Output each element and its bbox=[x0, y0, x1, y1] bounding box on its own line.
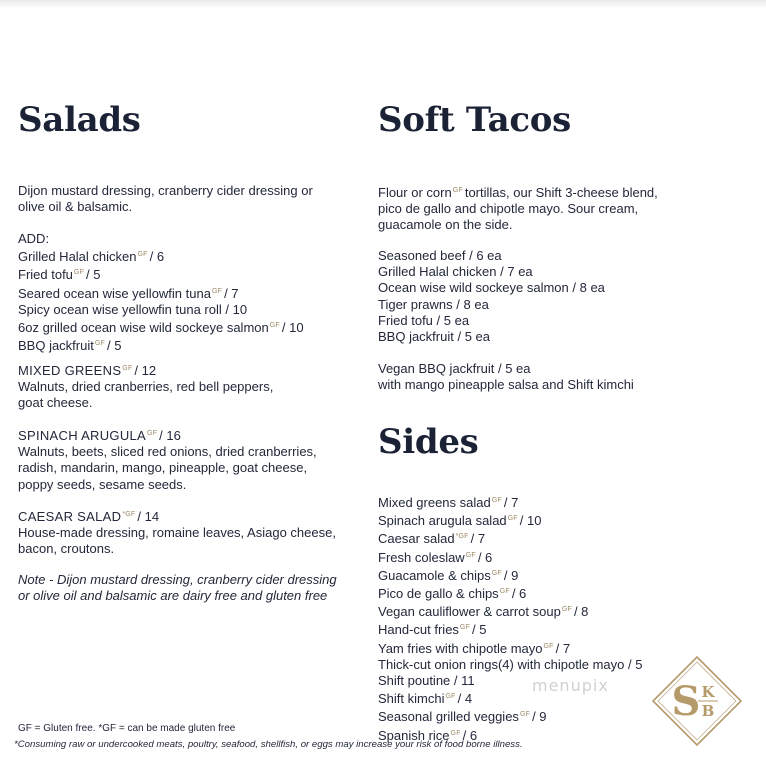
item-description: House-made dressing, romaine leaves, Asiago cheese, bbox=[18, 525, 336, 541]
gf-badge: GF bbox=[269, 322, 280, 330]
gf-badge: GF bbox=[459, 624, 471, 632]
gf-badge: GF bbox=[519, 711, 531, 719]
intro-text: tortillas, our Shift 3-cheese blend, bbox=[464, 185, 658, 200]
taco-item bbox=[378, 297, 748, 313]
salads-intro-line: Dijon mustard dressing, cranberry cider dressing or bbox=[18, 183, 313, 198]
item-price: / 10 bbox=[225, 301, 248, 317]
tacos-list bbox=[378, 248, 748, 345]
side-item bbox=[378, 566, 748, 584]
gf-badge: GF bbox=[450, 729, 461, 737]
item-description: radish, mandarin, mango, pineapple, goat cheese, bbox=[18, 460, 308, 476]
note-line: or olive oil and balsamic are dairy free and gluten free bbox=[18, 588, 328, 604]
item-name: Shift poutine bbox=[378, 673, 451, 689]
item-name: Fried tofu bbox=[378, 312, 433, 328]
spinach-arugula-item bbox=[18, 426, 363, 493]
add-item bbox=[18, 284, 363, 302]
item-price: / 5 bbox=[86, 267, 101, 283]
gf-badge: GF bbox=[543, 642, 554, 650]
item-price: / 6 ea bbox=[469, 248, 502, 263]
side-item bbox=[378, 511, 748, 529]
item-price: / 5 ea bbox=[497, 361, 531, 376]
item-price: / 10 bbox=[281, 320, 304, 336]
tacos-intro-line: guacamole on the side. bbox=[378, 217, 513, 233]
salads-note bbox=[18, 572, 363, 604]
food-safety-warning: *Consuming raw or undercooked meats, poultry, seafood, shellfish, or eggs may increase your risk of food borne illness. bbox=[14, 739, 523, 750]
item-description: Walnuts, beets, sliced red onions, dried cranberries, bbox=[18, 444, 317, 460]
item-price: / 6 bbox=[462, 727, 478, 743]
item-price: / 5 ea bbox=[457, 329, 491, 345]
item-name: 6oz grilled ocean wise wild sockeye salmon bbox=[18, 320, 269, 336]
gf-badge: GF bbox=[561, 606, 572, 614]
caesar-salad-item bbox=[18, 507, 363, 558]
item-name: Seared ocean wise yellowfin tuna bbox=[18, 285, 211, 301]
item-price: / 5 bbox=[472, 622, 487, 638]
logo-letter-k: K bbox=[701, 683, 715, 701]
item-name: Spanish rice bbox=[378, 727, 450, 743]
item-name: Fresh coleslaw bbox=[378, 549, 465, 565]
item-price: / 6 bbox=[149, 249, 165, 265]
add-item bbox=[18, 318, 363, 336]
item-price: / 16 bbox=[159, 428, 181, 443]
item-price: / 6 bbox=[511, 586, 527, 602]
salads-intro-line: olive oil & balsamic. bbox=[18, 199, 133, 215]
gf-badge: GF bbox=[491, 569, 502, 577]
item-name: Fried tofu bbox=[18, 267, 73, 283]
item-price: / 4 bbox=[457, 691, 473, 707]
taco-item bbox=[378, 264, 748, 280]
side-item bbox=[378, 584, 748, 602]
item-name: Shift kimchi bbox=[378, 691, 445, 707]
mixed-greens-item bbox=[18, 361, 363, 412]
note-line: Note - Dijon mustard dressing, cranberry cider dressing bbox=[18, 572, 337, 587]
side-item bbox=[378, 602, 748, 620]
item-name: Guacamole & chips bbox=[378, 567, 491, 583]
gf-badge: GF bbox=[465, 551, 476, 559]
logo-letter-b: B bbox=[701, 702, 715, 720]
gf-badge: GF bbox=[507, 515, 518, 523]
gf-badge: GF bbox=[445, 693, 456, 701]
menu-item-header bbox=[378, 361, 748, 377]
item-name: Spicy ocean wise yellowfin tuna roll bbox=[18, 301, 222, 317]
gf-badge: GF bbox=[452, 187, 463, 194]
add-label: ADD: bbox=[18, 231, 50, 246]
add-item bbox=[18, 336, 363, 354]
tacos-intro bbox=[378, 183, 748, 234]
item-description: poppy seeds, sesame seeds. bbox=[18, 476, 187, 492]
taco-item bbox=[378, 280, 748, 296]
gf-badge: *GF bbox=[122, 511, 136, 518]
side-item bbox=[378, 548, 748, 566]
item-name: Pico de gallo & chips bbox=[378, 586, 499, 602]
skb-logo bbox=[651, 655, 743, 747]
item-price: / 5 ea bbox=[436, 312, 470, 328]
tacos-intro-line: pico de gallo and chipotle mayo. Sour cream, bbox=[378, 201, 639, 217]
item-description: goat cheese. bbox=[18, 395, 93, 411]
item-name: Spinach arugula salad bbox=[378, 513, 507, 529]
side-item bbox=[378, 529, 748, 547]
gf-badge: *GF bbox=[455, 533, 469, 541]
gf-badge: GF bbox=[491, 497, 502, 504]
item-name: Hand-cut fries bbox=[378, 622, 459, 638]
gf-badge: GF bbox=[211, 287, 223, 295]
tacos-intro-line bbox=[378, 183, 748, 201]
menupix-watermark: menupix bbox=[532, 676, 609, 695]
sides-heading: Sides bbox=[378, 422, 479, 462]
item-price: / 14 bbox=[137, 509, 160, 524]
salads-intro bbox=[18, 183, 363, 215]
item-name: SPINACH ARUGULA bbox=[18, 428, 147, 443]
item-price: / 7 ea bbox=[500, 264, 533, 280]
item-price: / 7 bbox=[470, 531, 486, 547]
vegan-taco-item bbox=[378, 361, 748, 393]
taco-item bbox=[378, 329, 748, 345]
item-name: CAESAR SALAD bbox=[18, 509, 122, 524]
salads-add-list bbox=[18, 231, 363, 354]
gf-badge: GF bbox=[122, 365, 133, 372]
soft-tacos-heading: Soft Tacos bbox=[378, 100, 571, 140]
item-name: Ocean wise wild sockeye salmon bbox=[378, 280, 569, 296]
item-price: / 9 bbox=[503, 567, 519, 583]
item-price: / 6 bbox=[477, 549, 493, 565]
item-description: Walnuts, dried cranberries, red bell peppers, bbox=[18, 379, 274, 395]
gf-legend: GF = Gluten free. *GF = can be made gluten free bbox=[18, 723, 236, 734]
item-name: Yam fries with chipotle mayo bbox=[378, 640, 543, 656]
item-name: Seasonal grilled veggies bbox=[378, 709, 519, 725]
item-price: / 11 bbox=[453, 673, 475, 689]
add-item bbox=[18, 247, 363, 265]
item-price: / 7 bbox=[503, 495, 519, 510]
gf-badge: GF bbox=[147, 430, 158, 437]
gf-badge: GF bbox=[499, 588, 510, 596]
item-name: Vegan cauliflower & carrot soup bbox=[378, 604, 561, 620]
item-price: / 5 bbox=[106, 338, 122, 354]
menu-item-header bbox=[18, 507, 363, 525]
item-price: / 7 bbox=[224, 285, 239, 301]
taco-item bbox=[378, 313, 748, 329]
gf-badge: GF bbox=[73, 269, 85, 277]
menu-item-header bbox=[18, 426, 363, 444]
item-name: Thick-cut onion rings(4) with chipotle mayo bbox=[378, 656, 625, 672]
item-price: / 7 bbox=[555, 640, 571, 656]
item-description: with mango pineapple salsa and Shift kimchi bbox=[378, 377, 634, 393]
item-name: MIXED GREENS bbox=[18, 363, 122, 378]
item-name: Tiger prawns bbox=[378, 296, 453, 312]
top-shadow bbox=[0, 0, 766, 8]
item-price: / 9 bbox=[532, 709, 547, 725]
item-name: BBQ jackfruit bbox=[378, 329, 454, 345]
item-name: Grilled Halal chicken bbox=[18, 249, 137, 265]
gf-badge: GF bbox=[137, 251, 148, 259]
item-name: Seasoned beef bbox=[378, 248, 466, 263]
item-price: / 8 ea bbox=[456, 296, 489, 312]
item-name: Mixed greens salad bbox=[378, 495, 491, 510]
item-price: / 10 bbox=[519, 513, 542, 529]
item-name: Grilled Halal chicken bbox=[378, 264, 497, 280]
salads-heading: Salads bbox=[18, 100, 141, 140]
logo-letter-s: S bbox=[671, 678, 701, 725]
item-price: / 8 bbox=[573, 604, 589, 620]
side-item bbox=[378, 493, 748, 511]
item-name: Caesar salad bbox=[378, 531, 455, 547]
intro-text: Flour or corn bbox=[378, 185, 452, 200]
taco-item bbox=[378, 248, 748, 264]
item-price: / 8 ea bbox=[572, 280, 605, 296]
item-price: / 5 bbox=[628, 656, 643, 672]
gf-badge: GF bbox=[94, 340, 105, 348]
item-price: / 12 bbox=[134, 363, 157, 378]
item-description: bacon, croutons. bbox=[18, 541, 115, 557]
add-item bbox=[18, 302, 363, 318]
side-item bbox=[378, 620, 748, 638]
menu-item-header bbox=[18, 361, 363, 379]
item-name: Vegan BBQ jackfruit bbox=[378, 361, 495, 376]
add-item bbox=[18, 265, 363, 283]
item-name: BBQ jackfruit bbox=[18, 338, 94, 354]
